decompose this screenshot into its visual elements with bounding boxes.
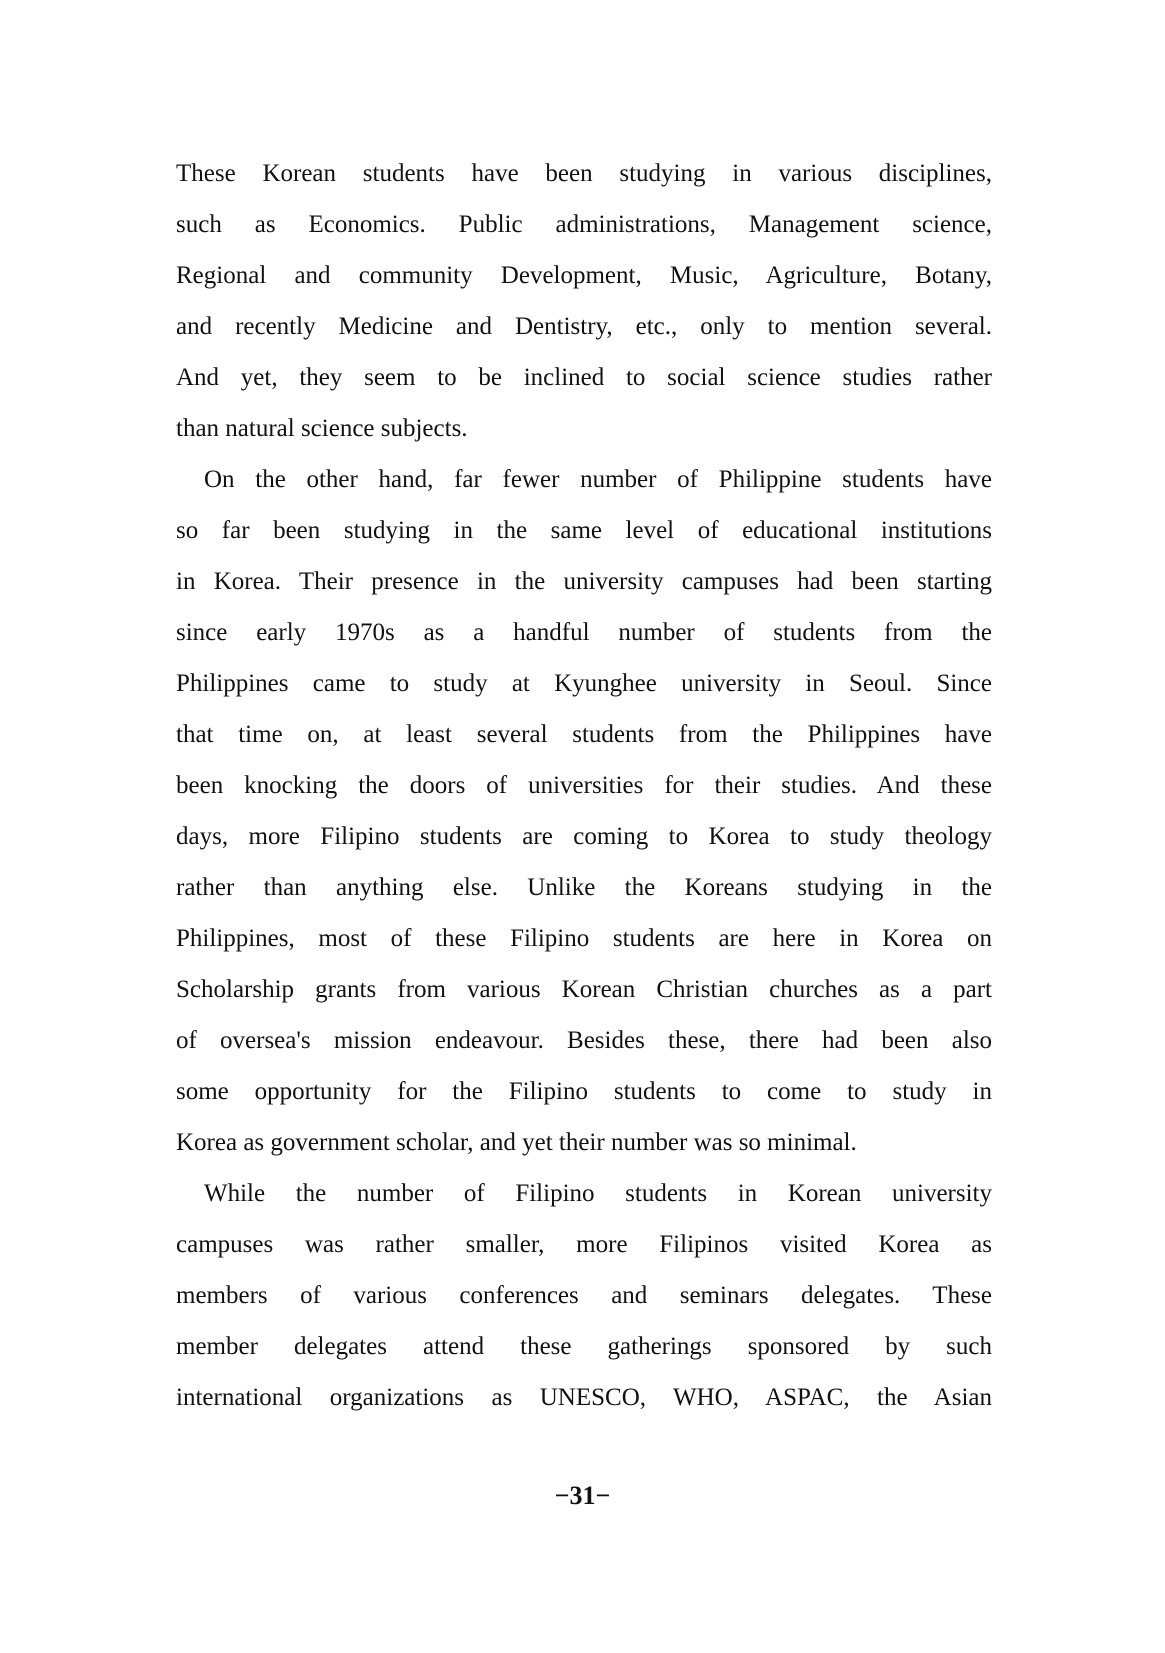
text-line: rather than anything else. Unlike the Koreans studying in the [176,874,992,901]
body-text [176,148,992,1423]
text-line: Scholarship grants from various Korean Christian churches as a part [176,976,992,1003]
text-line: since early 1970s as a handful number of students from the [176,619,992,646]
text-line: such as Economics. Public administrations, Management science, [176,211,992,238]
text-line: some opportunity for the Filipino students to come to study in [176,1078,992,1105]
text-line: than natural science subjects. [176,415,468,442]
text-line: and recently Medicine and Dentistry, etc., only to mention several. [176,313,992,340]
text-line: so far been studying in the same level of educational institutions [176,517,992,544]
text-line: Regional and community Development, Music, Agriculture, Botany, [176,262,992,289]
text-line: member delegates attend these gatherings sponsored by such [176,1333,992,1360]
text-line: international organizations as UNESCO, WHO, ASPAC, the Asian [176,1384,992,1411]
text-line: These Korean students have been studying in various disciplines, [176,160,992,187]
text-line: Philippines, most of these Filipino students are here in Korea on [176,925,992,952]
text-line: Philippines came to study at Kyunghee university in Seoul. Since [176,670,992,697]
text-line: On the other hand, far fewer number of Philippine students have [204,466,992,493]
page-number: −31− [554,1481,611,1510]
text-line: been knocking the doors of universities for their studies. And these [176,772,992,799]
text-line: of oversea's mission endeavour. Besides these, there had been also [176,1027,992,1054]
text-line: campuses was rather smaller, more Filipinos visited Korea as [176,1231,992,1258]
text-line: days, more Filipino students are coming to Korea to study theology [176,823,992,850]
text-line: Korea as government scholar, and yet their number was so minimal. [176,1129,857,1156]
text-line: that time on, at least several students from the Philippines have [176,721,992,748]
text-line: While the number of Filipino students in Korean university [204,1180,992,1207]
text-line: And yet, they seem to be inclined to social science studies rather [176,364,992,391]
text-line: members of various conferences and seminars delegates. These [176,1282,992,1309]
text-line: in Korea. Their presence in the university campuses had been starting [176,568,992,595]
